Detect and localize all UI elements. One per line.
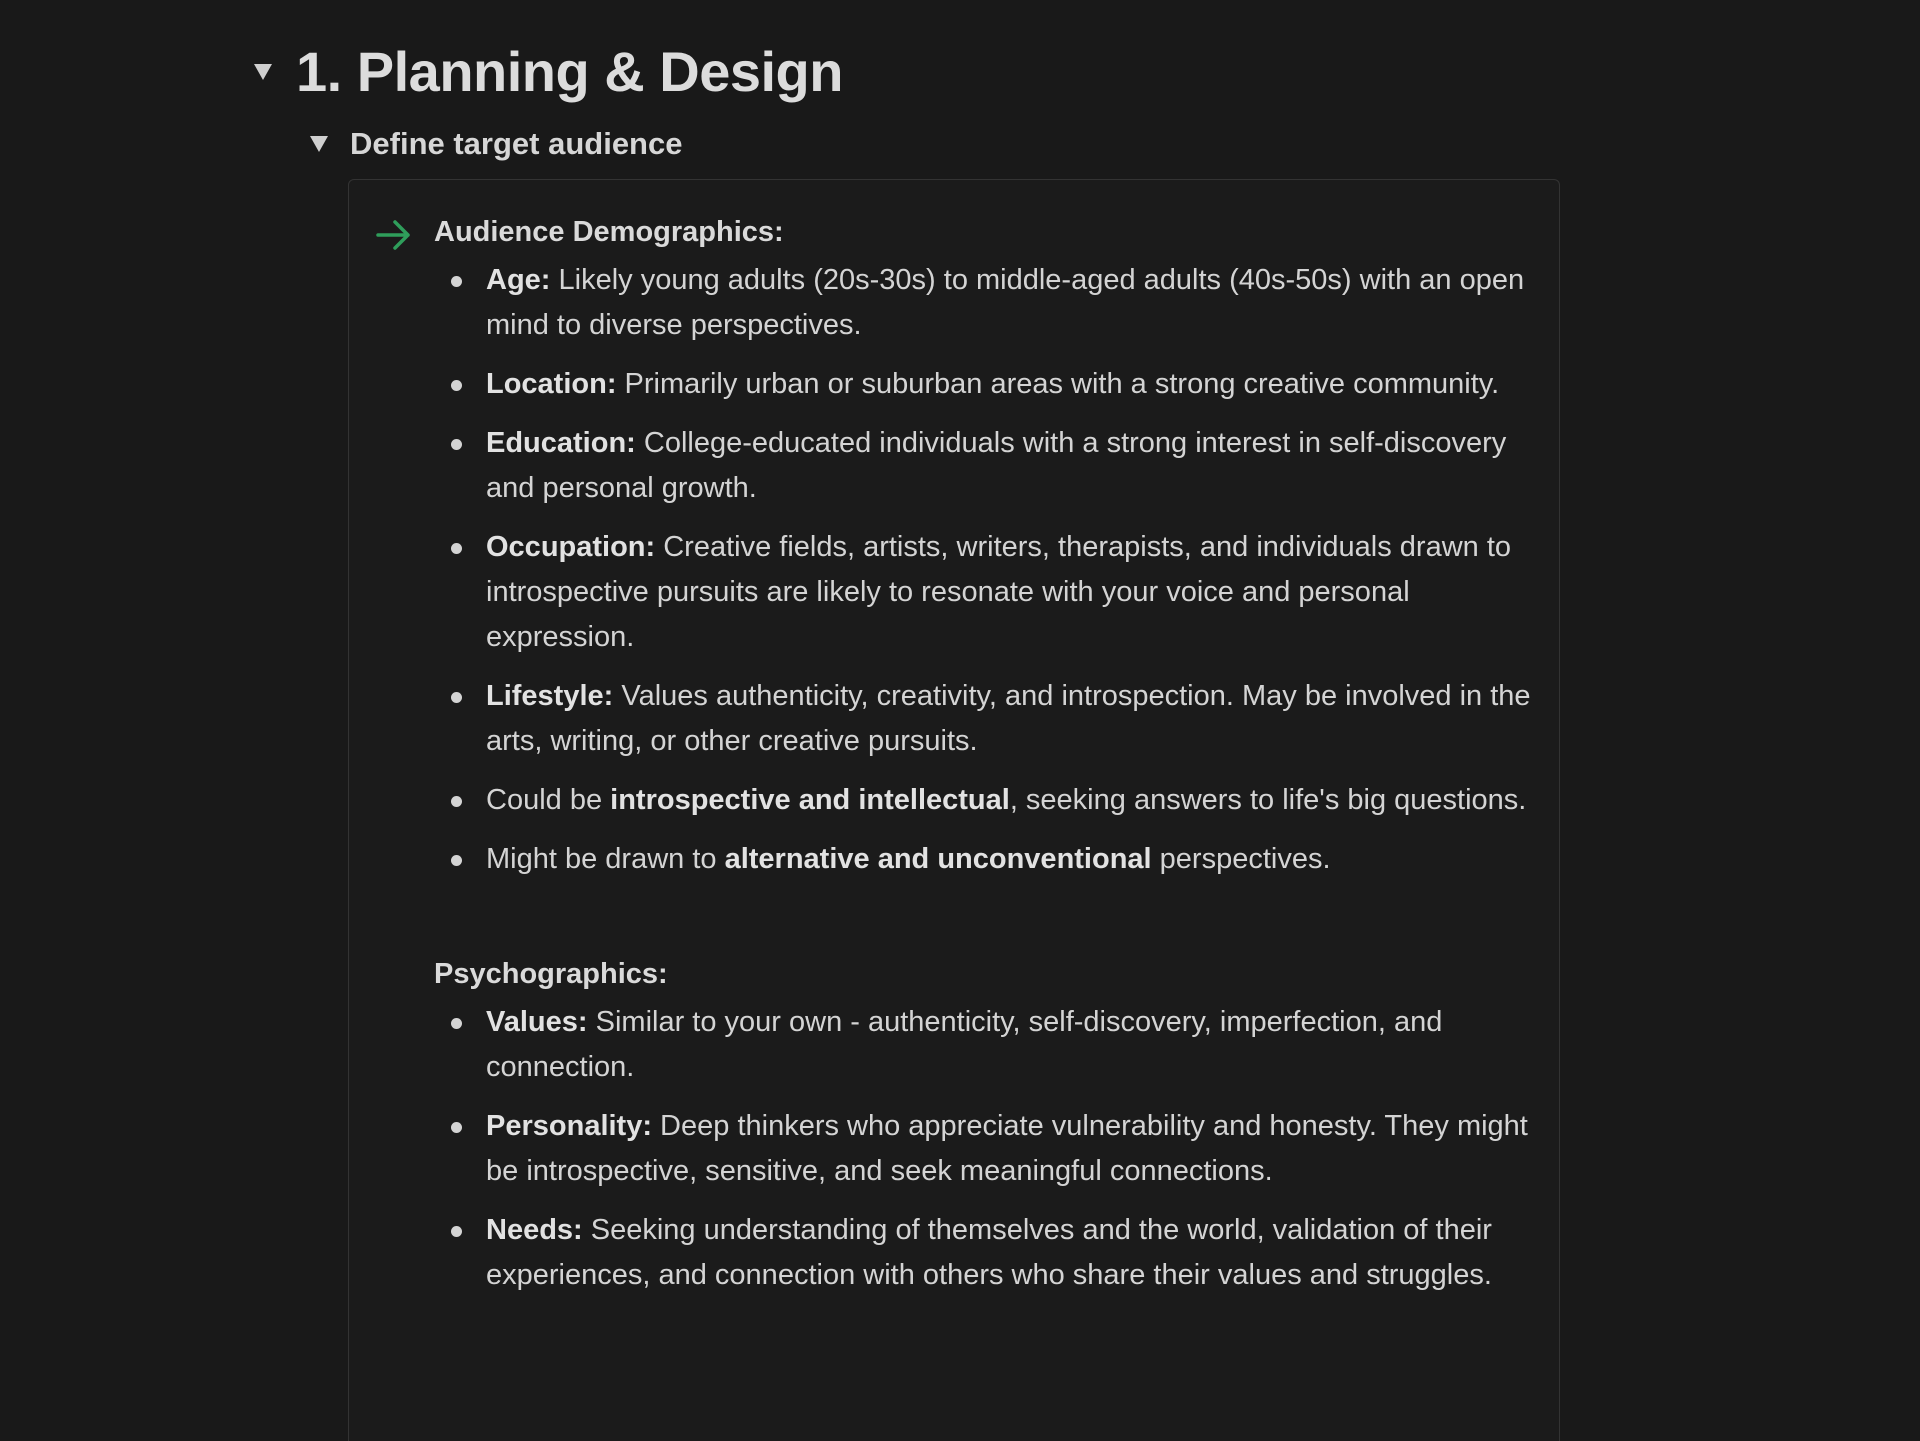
list-item	[434, 837, 1534, 882]
list-item	[434, 1000, 1534, 1090]
list-item	[434, 778, 1534, 823]
psychographics-title: Psychographics:	[434, 958, 668, 990]
callout-block[interactable]	[348, 179, 1560, 1441]
item-label: Lifestyle:	[486, 680, 614, 712]
list-item	[434, 258, 1534, 348]
collapse-triangle-icon[interactable]	[310, 136, 328, 152]
item-label: Age:	[486, 264, 551, 296]
list-item	[434, 674, 1534, 764]
item-label: Education:	[486, 427, 636, 459]
item-text: Seeking understanding of themselves and the world, validation of their experiences, and connection with others who share their values and struggles.	[486, 1214, 1492, 1291]
heading-toggle	[254, 38, 843, 106]
item-text: , seeking answers to life's big questions.	[1009, 784, 1527, 816]
spacer	[434, 896, 1534, 952]
demographics-title: Audience Demographics:	[434, 216, 784, 248]
psychographics-list	[434, 1000, 1534, 1298]
item-text: Similar to your own - authenticity, self-discovery, imperfection, and connection.	[486, 1006, 1443, 1083]
list-item	[434, 421, 1534, 511]
list-item	[434, 1208, 1534, 1298]
item-label: Needs:	[486, 1214, 583, 1246]
item-label: Personality:	[486, 1110, 652, 1142]
list-item	[434, 525, 1534, 660]
item-text: Primarily urban or suburban areas with a strong creative community.	[616, 368, 1500, 400]
list-item	[434, 362, 1534, 407]
collapse-triangle-icon[interactable]	[254, 64, 272, 80]
list-item	[434, 1104, 1534, 1194]
item-text: Creative fields, artists, writers, therapists, and individuals drawn to introspective pursuits are likely to resonate with your voice and personal expression.	[486, 531, 1512, 653]
item-text: Could be	[486, 784, 611, 816]
item-text: Deep thinkers who appreciate vulnerability and honesty. They might be introspective, sensitive, and seek meaningful connections.	[486, 1110, 1528, 1187]
demographics-list	[434, 258, 1534, 882]
item-label: Occupation:	[486, 531, 656, 563]
item-text: Might be drawn to	[486, 843, 725, 875]
item-text: Likely young adults (20s-30s) to middle-aged adults (40s-50s) with an open mind to diverse perspectives.	[486, 264, 1525, 341]
item-emphasis: introspective and intellectual	[610, 784, 1010, 816]
item-text: College-educated individuals with a strong interest in self-discovery and personal growth.	[486, 427, 1507, 504]
subtoggle	[310, 122, 682, 166]
item-label: Location:	[486, 368, 617, 400]
item-emphasis: alternative and unconventional	[724, 843, 1152, 875]
arrow-right-icon[interactable]	[375, 216, 413, 254]
callout-content	[434, 210, 1534, 1312]
item-label: Values:	[486, 1006, 588, 1038]
item-text: perspectives.	[1151, 843, 1331, 875]
item-text: Values authenticity, creativity, and introspection. May be involved in the arts, writing, or other creative pursuits.	[486, 680, 1531, 757]
page-heading[interactable]: 1. Planning & Design	[296, 40, 843, 103]
toggle-title[interactable]: Define target audience	[350, 126, 683, 161]
